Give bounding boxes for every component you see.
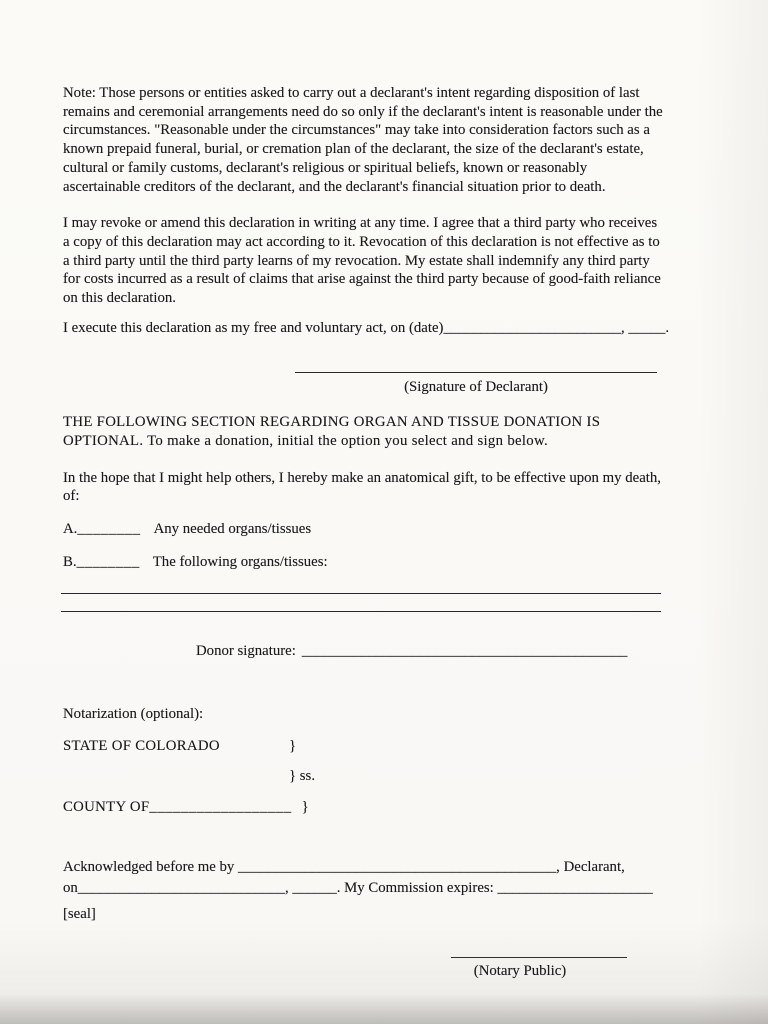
option-a-row <box>63 520 664 539</box>
organ-section-intro: In the hope that I might help others, I hereby make an anatomical gift, to be effective upon my death, of: <box>63 469 661 505</box>
scan-bottom-shadow <box>0 994 768 1024</box>
fill-in-line <box>61 593 661 594</box>
notary-signature-line <box>451 950 627 958</box>
option-a-initial-blank: ________ <box>77 520 141 537</box>
scan-edge-shadow <box>698 0 768 1024</box>
notary-caption: (Notary Public) <box>473 962 567 979</box>
donor-signature-row <box>196 642 664 661</box>
notarization-heading: Notarization (optional): <box>63 706 204 723</box>
ss-row <box>289 767 664 786</box>
seal-label: [seal] <box>63 905 96 922</box>
donor-signature-blank: ____________________________________________ <box>301 643 628 660</box>
note-paragraph: Note: Those persons or entities asked to carry out a declarant's intent regarding disposition of last remains and ceremonial arrangements need do so only if the declarant's intent is reasonable under the circumstances. "Reasonable under the circumstances" may take into consideration factors such as a known prepaid funeral, burial, or cremation plan of the declarant, the size of the declarant's estate, cultural or family customs, declarant's religious or spiritual beliefs, known or reasonably ascertainable creditors of the declarant, and the declarant's financial situation prior to death. <box>63 85 663 195</box>
acknowledgment-block <box>63 857 664 899</box>
declarant-signature-line <box>295 363 657 373</box>
ss-label: } ss. <box>289 768 316 785</box>
option-a-text: Any needed organs/tissues <box>153 520 312 537</box>
state-brace: } <box>289 737 297 754</box>
commission-line: on____________________________, ______. My Commission expires: _____________________ <box>63 879 653 896</box>
notary-signature-block <box>451 950 627 981</box>
organ-section-heading: THE FOLLOWING SECTION REGARDING ORGAN AND TISSUE DONATION IS OPTIONAL. To make a donation, initial the option you select and sign below. <box>63 414 601 449</box>
state-row <box>63 737 664 756</box>
acknowledged-line: Acknowledged before me by ___________________________________________, Declarant, <box>63 858 625 875</box>
option-a-label: A. <box>63 520 78 537</box>
county-brace: } <box>301 799 309 816</box>
option-b-initial-blank: ________ <box>76 553 140 570</box>
option-b-text: The following organs/tissues: <box>152 553 328 570</box>
fill-in-line <box>61 611 661 612</box>
option-b-label: B. <box>63 553 77 570</box>
revocation-paragraph: I may revoke or amend this declaration in writing at any time. I agree that a third party who receives a copy of this declaration may act according to it. Revocation of this declaration is not effective as to a third party until the third party learns of my revocation. My estate shall indemnify any third party for costs incurred as a result of claims that arise against the third party because of good-faith reliance on this declaration. <box>63 215 661 307</box>
county-label: COUNTY OF <box>63 799 150 816</box>
state-label: STATE OF COLORADO <box>63 737 220 754</box>
county-row <box>63 798 664 817</box>
declarant-signature-block <box>295 363 657 397</box>
option-b-row <box>63 553 664 572</box>
county-blank: __________________ <box>149 799 292 816</box>
execution-line: I execute this declaration as my free and voluntary act, on (date)________________________, _____. <box>63 319 670 336</box>
donor-signature-label: Donor signature: <box>196 643 296 660</box>
signature-caption: (Signature of Declarant) <box>404 379 548 396</box>
